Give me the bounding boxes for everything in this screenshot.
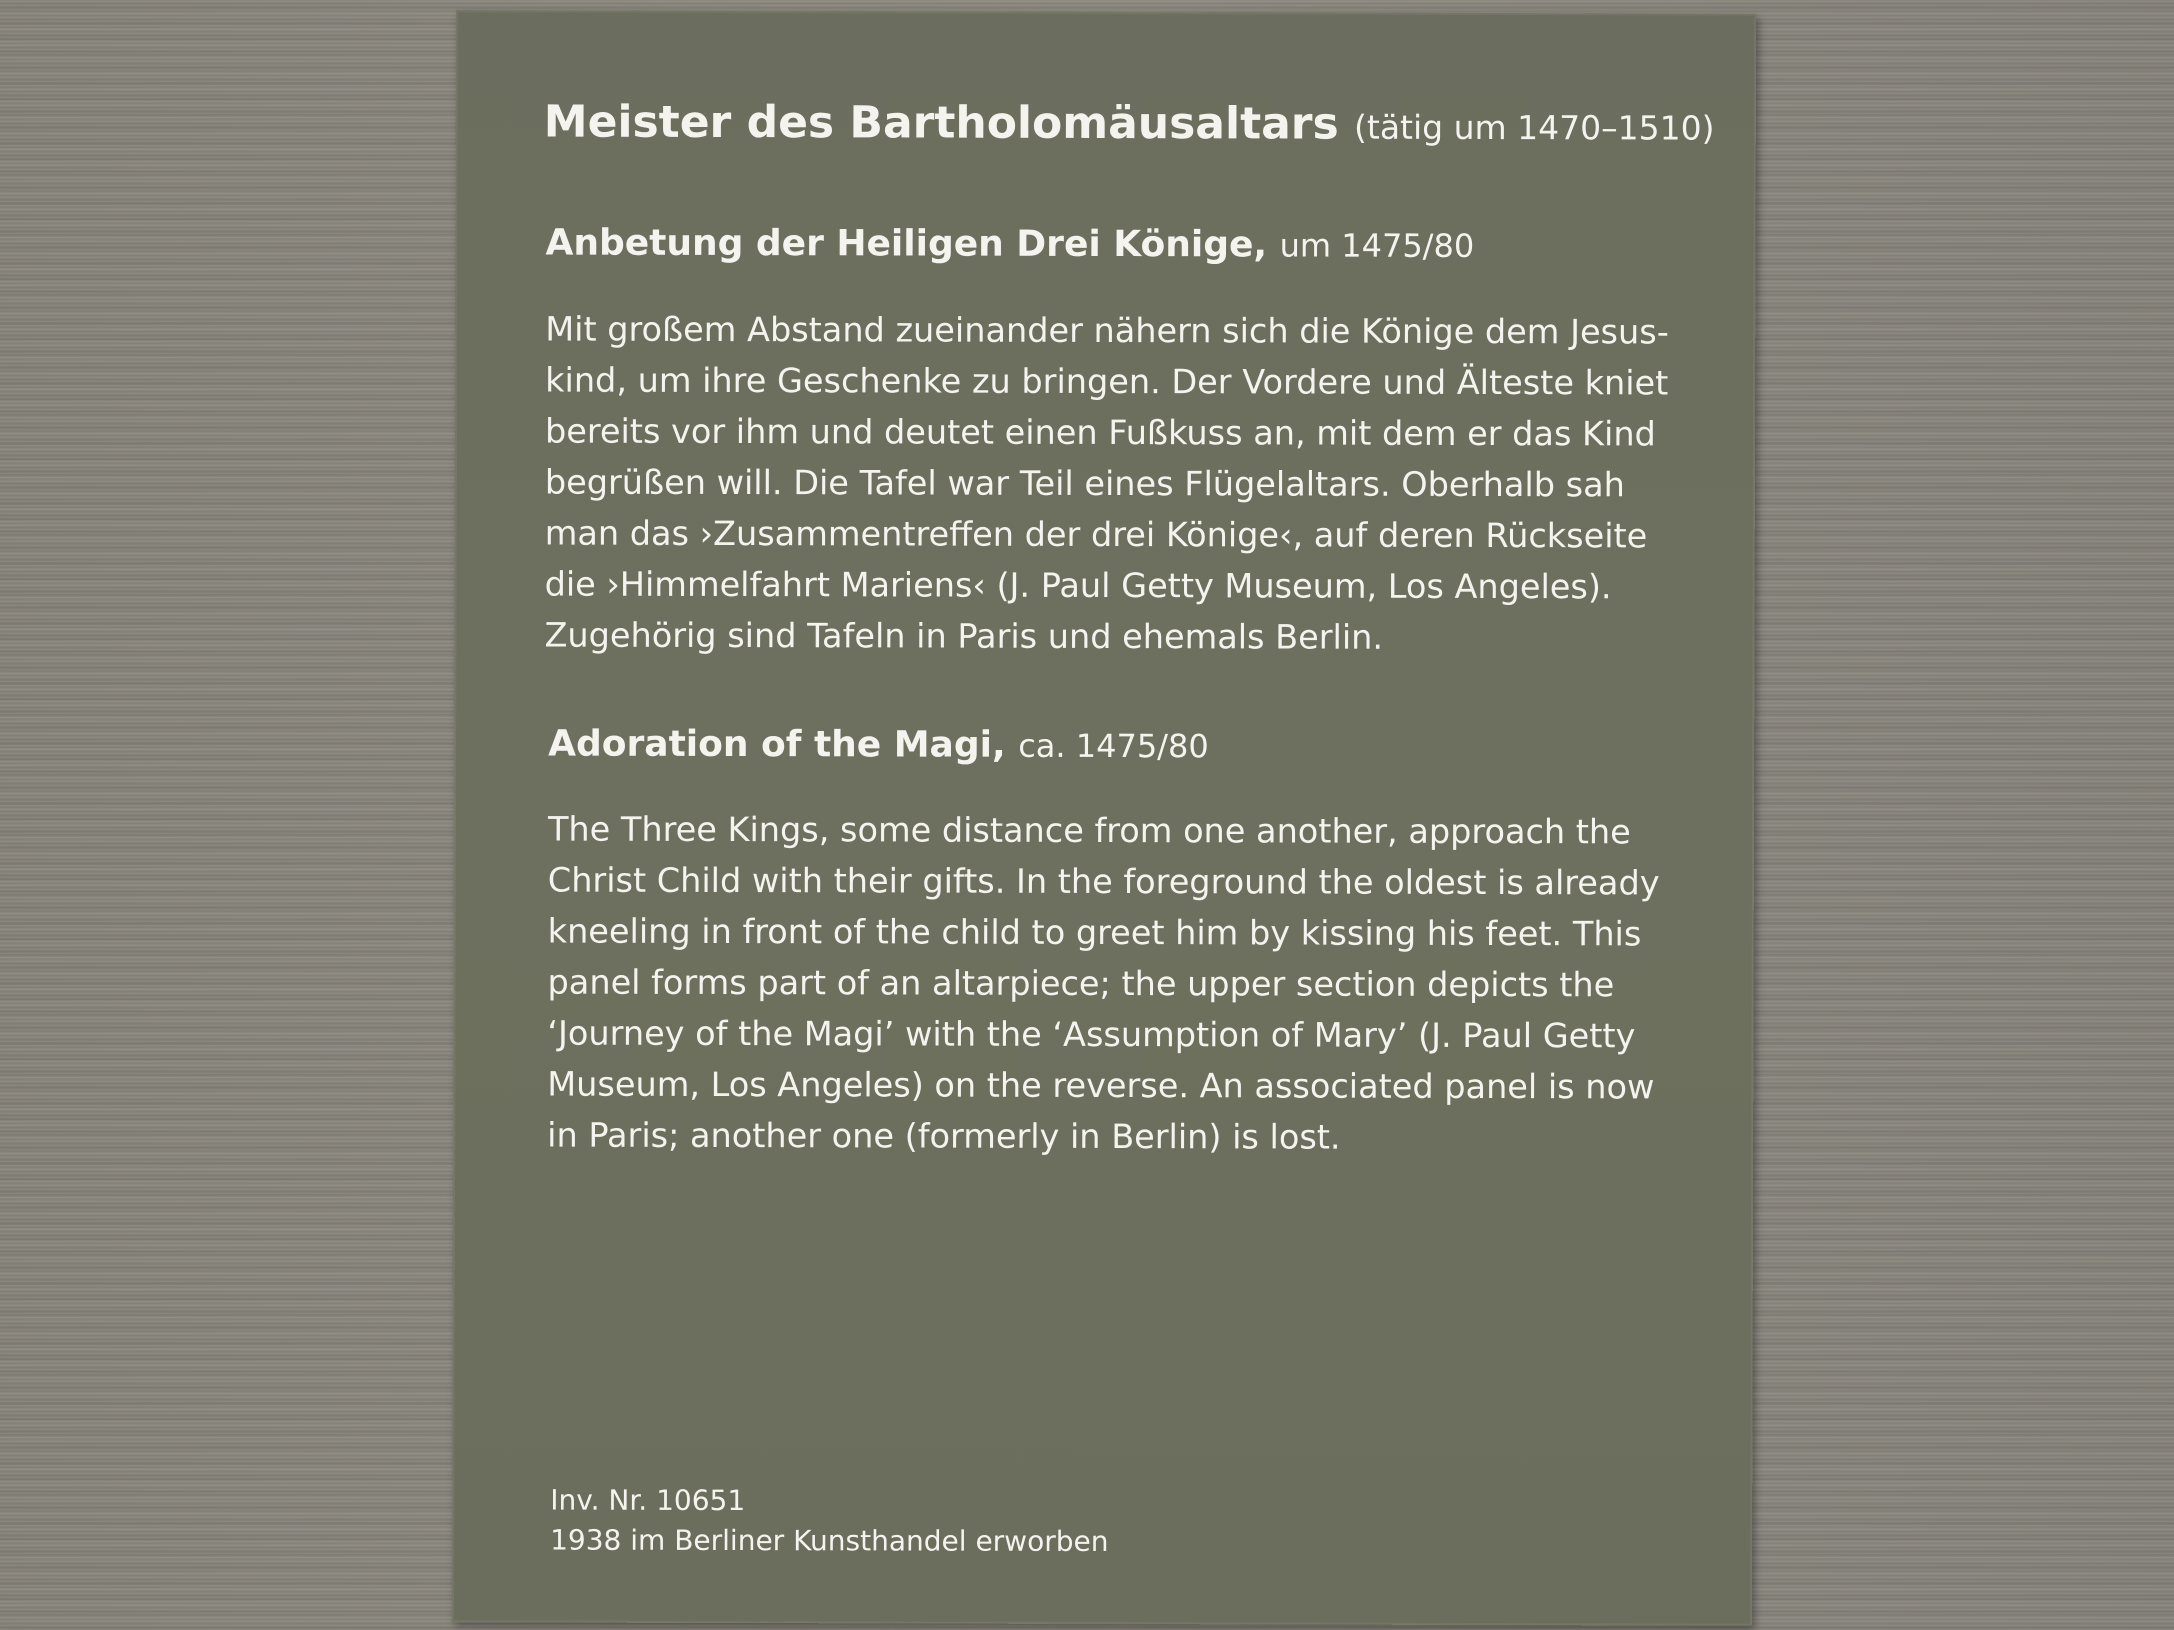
artist-heading (544, 97, 1715, 151)
description-english-line: Christ Child with their gifts. In the foreground the oldest is already (547, 860, 1660, 903)
artwork-title-german (545, 223, 1474, 266)
description-english-line: The Three Kings, some distance from one another, approach the (547, 809, 1631, 852)
artist-dates: (tätig um 1470–1510) (1353, 107, 1715, 148)
description-english-line: in Paris; another one (formerly in Berlin) is lost. (547, 1115, 1341, 1157)
title-english-date: ca. 1475/80 (1018, 726, 1209, 766)
description-english-line: ‘Journey of the Magi’ with the ‘Assumption of Mary’ (J. Paul Getty (547, 1013, 1636, 1056)
description-german-line: begrüßen will. Die Tafel war Teil eines Flügelaltars. Oberhalb sah (544, 462, 1625, 505)
inventory-info (550, 1481, 1109, 1562)
title-german-text: Anbetung der Heiligen Drei Könige, (545, 222, 1268, 266)
inventory-number: Inv. Nr. 10651 (550, 1483, 746, 1518)
provenance-note: 1938 im Berliner Kunsthandel erworben (550, 1523, 1109, 1559)
title-german-date: um 1475/80 (1279, 226, 1475, 265)
description-english-line: panel forms part of an altarpiece; the upper section depicts the (547, 962, 1615, 1005)
title-english-text: Adoration of the Magi, (548, 723, 1006, 766)
description-german (544, 304, 1675, 664)
description-german-line: Mit großem Abstand zueinander nähern sich die Könige dem Jesus- (545, 309, 1669, 352)
artwork-title-english (548, 724, 1209, 767)
description-english (547, 804, 1678, 1164)
description-german-line: man das ›Zusammentreffen der drei Könige‹, auf deren Rückseite (544, 513, 1648, 556)
description-english-line: Museum, Los Angeles) on the reverse. An associated panel is now (547, 1064, 1655, 1107)
description-german-line: Zugehörig sind Tafeln in Paris und ehemals Berlin. (544, 615, 1384, 657)
description-english-line: kneeling in front of the child to greet him by kissing his feet. This (547, 911, 1642, 954)
museum-label-panel (452, 10, 1756, 1625)
description-german-line: die ›Himmelfahrt Mariens‹ (J. Paul Getty Museum, Los Angeles). (544, 564, 1612, 607)
artist-name: Meister des Bartholomäusaltars (543, 96, 1339, 150)
description-german-line: kind, um ihre Geschenke zu bringen. Der Vordere und Älteste kniet (545, 360, 1669, 403)
description-german-line: bereits vor ihm und deutet einen Fußkuss an, mit dem er das Kind (544, 411, 1656, 454)
